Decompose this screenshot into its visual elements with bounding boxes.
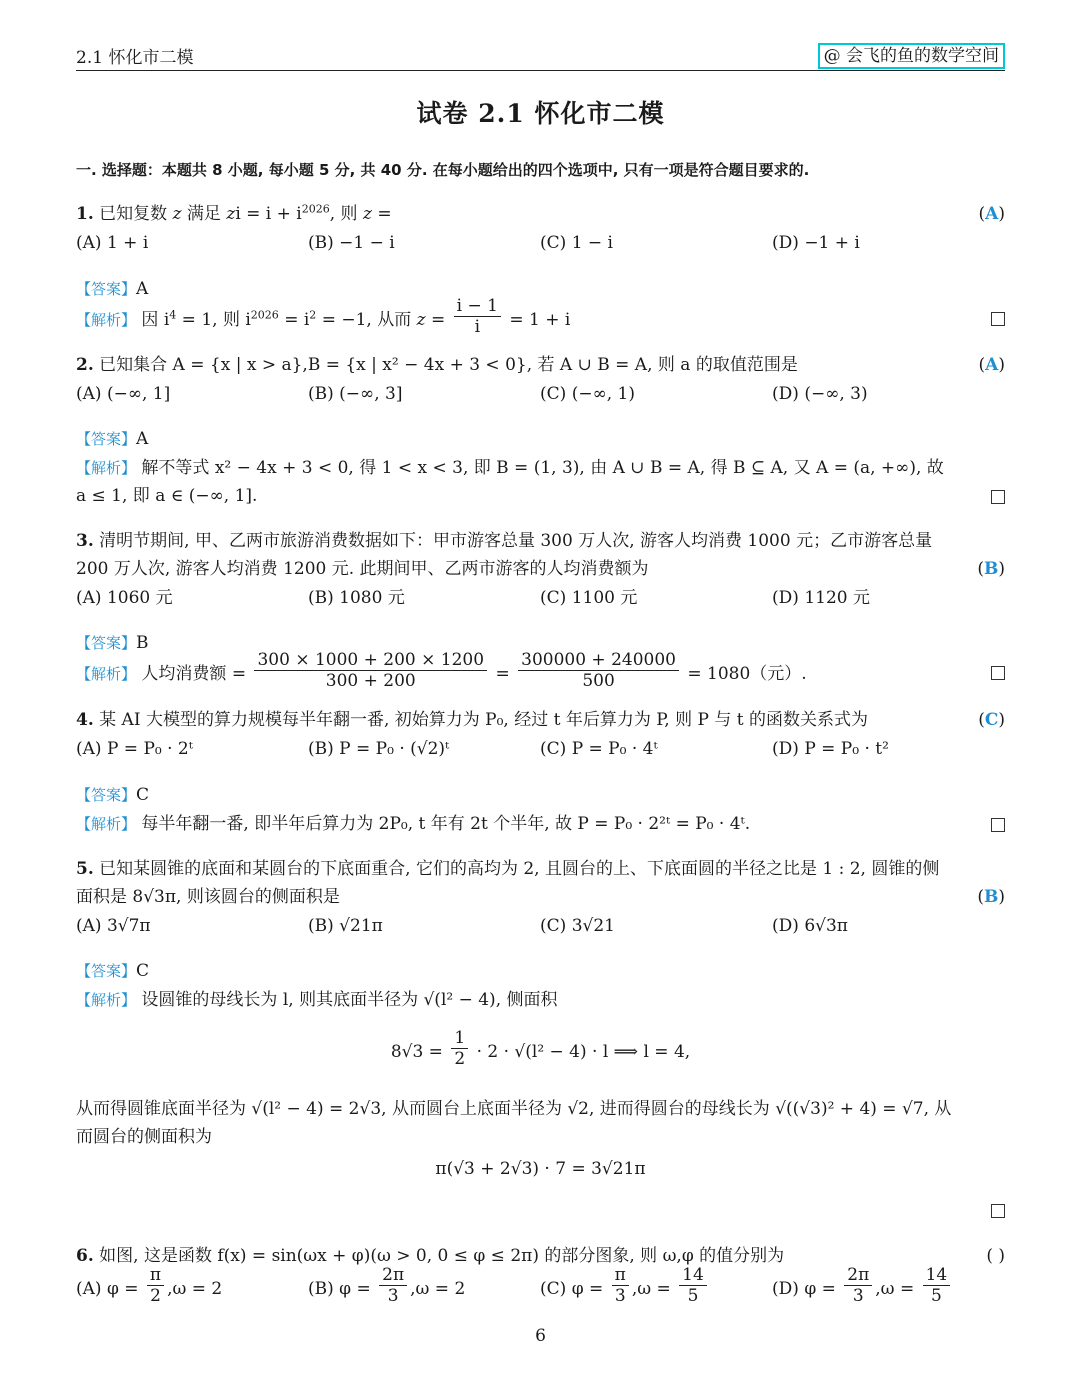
question-5-end: [76, 1196, 1005, 1224]
option-a[interactable]: (A) (−∞, 1]: [76, 384, 171, 404]
option-b[interactable]: (B) (−∞, 3]: [308, 384, 403, 404]
question-6-mark: ( ): [986, 1246, 1005, 1266]
question-3-answer: 【答案】B: [76, 633, 149, 653]
question-2-mark: (A): [978, 355, 1005, 375]
header-chapter: 2.1 怀化市二模: [76, 48, 194, 68]
question-4-answer: 【答案】C: [76, 785, 150, 805]
question-1-analysis: 【解析】 因 $i^4 = 1$, 则 $i^{2026} = i^2 = -1$, 从而 z = $\frac{i - 1}{i}$ = 1 + i: [76, 304, 1005, 337]
question-4-stem: 4. 某 AI 大模型的算力规模每半年翻一番, 初始算力为 P₀, 经过 t 年后算力为 P, 则 P 与 t 的函数关系式为 (C): [76, 706, 1005, 734]
option-d[interactable]: (D) 1120 元: [772, 588, 870, 608]
option-d[interactable]: (D) φ = $\frac{2\pi}{3}$ ,ω = $\frac{14}{5}$: [772, 1273, 953, 1306]
section-heading: 一. 选择题：本题共 8 小题, 每小题 5 分, 共 40 分. 在每小题给出的四个选项中, 只有一项是符合题目要求的.: [76, 161, 810, 179]
question-1-mark: (A): [978, 204, 1005, 224]
qed-square: [991, 490, 1005, 504]
option-c[interactable]: (C) 3√21: [540, 916, 615, 936]
option-d[interactable]: (D) (−∞, 3): [772, 384, 868, 404]
paper-title: 试卷 2.1 怀化市二模: [416, 99, 665, 128]
header-author-link[interactable]: @ 会飞的鱼的数学空间: [818, 43, 1005, 69]
option-a[interactable]: (A) 1 + i: [76, 233, 149, 253]
page-header: [76, 42, 1005, 71]
option-b[interactable]: (B) √21π: [308, 916, 383, 936]
option-a[interactable]: (A) φ = $\frac{\pi}{2}$ ,ω = 2: [76, 1265, 223, 1306]
option-b[interactable]: (B) 1080 元: [308, 588, 405, 608]
option-c[interactable]: (C) 1100 元: [540, 588, 638, 608]
question-5-analysis-cont-2: 而圆台的侧面积为: [76, 1127, 212, 1147]
question-3-stem: 3. 清明节期间, 甲、乙两市旅游消费数据如下：甲市游客总量 300 万人次, 游客人均消费 1000 元；乙市游客总量: [76, 531, 933, 551]
question-5-mark: (B): [977, 887, 1005, 907]
question-2-analysis-cont: a ≤ 1, 即 a ∈ (−∞, 1].: [76, 482, 1005, 510]
option-b[interactable]: (B) −1 − i: [308, 233, 395, 253]
qed-square: [991, 312, 1005, 326]
question-4-analysis: 【解析】 每半年翻一番, 即半年后算力为 2P₀, t 年有 2t 个半年, 故 P = P₀ · 2²ᵗ = P₀ · 4ᵗ.: [76, 810, 1005, 838]
question-5-equation-1: 8√3 = $\frac{1}{2}$ · 2 · √(l² − 4) · l ⟹ l = 4,: [390, 1028, 691, 1069]
option-c[interactable]: (C) P = P₀ · 4ᵗ: [540, 739, 658, 759]
question-4-mark: (C): [978, 710, 1005, 730]
question-5-stem-cont: 面积是 8√3π, 则该圆台的侧面积是 (B): [76, 883, 1005, 911]
question-3-stem-cont: 200 万人次, 游客人均消费 1200 元. 此期间甲、乙两市游客的人均消费额为 (B): [76, 555, 1005, 583]
question-1-stem: 1. 已知复数 z 满足 zi = $i + i^{2026}$, 则 z = (A): [76, 200, 1005, 228]
question-5-analysis-cont: 从而得圆锥底面半径为 √(l² − 4) = 2√3, 从而圆台上底面半径为 √2, 进而得圆台的母线长为 √((√3)² + 4) = √7, 从: [76, 1099, 952, 1119]
question-2-answer: 【答案】A: [76, 429, 149, 449]
option-a[interactable]: (A) 3√7π: [76, 916, 151, 936]
question-1-answer: 【答案】A: [76, 279, 149, 299]
question-5-answer: 【答案】C: [76, 961, 150, 981]
option-a[interactable]: (A) 1060 元: [76, 588, 173, 608]
option-a[interactable]: (A) P = P₀ · 2ᵗ: [76, 739, 193, 759]
question-3-analysis: 【解析】 人均消费额 = $\frac{300 \times 1000 + 200 \times 1200}{300 + 200}$ = $\frac{300000 + 240000}{500}$ = 1080（元）.: [76, 658, 1005, 691]
question-6-stem: 6. 如图, 这是函数 f(x) = sin(ωx + φ)(ω > 0, 0 ≤ φ ≤ 2π) 的部分图象, 则 ω,φ 的值分别为 ( ): [76, 1242, 1005, 1270]
option-d[interactable]: (D) P = P₀ · t²: [772, 739, 889, 759]
qed-square: [991, 1204, 1005, 1218]
page: [76, 0, 1005, 1397]
option-d[interactable]: (D) −1 + i: [772, 233, 860, 253]
qed-square: [991, 666, 1005, 680]
option-b[interactable]: (B) φ = $\frac{2\pi}{3}$ ,ω = 2: [308, 1265, 466, 1306]
option-c[interactable]: (C) 1 − i: [540, 233, 613, 253]
question-5-equation-2: π(√3 + 2√3) · 7 = 3√21π: [435, 1159, 646, 1179]
question-5-stem: 5. 已知某圆锥的底面和某圆台的下底面重合, 它们的高均为 2, 且圆台的上、下底面圆的半径之比是 1 : 2, 圆锥的侧: [76, 859, 940, 879]
option-d[interactable]: (D) 6√3π: [772, 916, 848, 936]
option-c[interactable]: (C) φ = $\frac{\pi}{3}$ ,ω = $\frac{14}{5}$: [540, 1273, 710, 1306]
question-3-mark: (B): [977, 559, 1005, 579]
option-b[interactable]: (B) P = P₀ · (√2)ᵗ: [308, 739, 450, 759]
question-5-analysis: 【解析】 设圆锥的母线长为 l, 则其底面半径为 √(l² − 4), 侧面积: [76, 990, 558, 1010]
question-2-stem: 2. 已知集合 A = {x | x > a},B = {x | x² − 4x + 3 < 0}, 若 A ∪ B = A, 则 a 的取值范围是 (A): [76, 351, 1005, 379]
question-2-analysis: 【解析】 解不等式 x² − 4x + 3 < 0, 得 1 < x < 3, 即 B = (1, 3), 由 A ∪ B = A, 得 B ⊆ A, 又 A = (a, +∞), 故: [76, 458, 944, 478]
qed-square: [991, 818, 1005, 832]
option-c[interactable]: (C) (−∞, 1): [540, 384, 635, 404]
page-number: 6: [535, 1326, 546, 1346]
